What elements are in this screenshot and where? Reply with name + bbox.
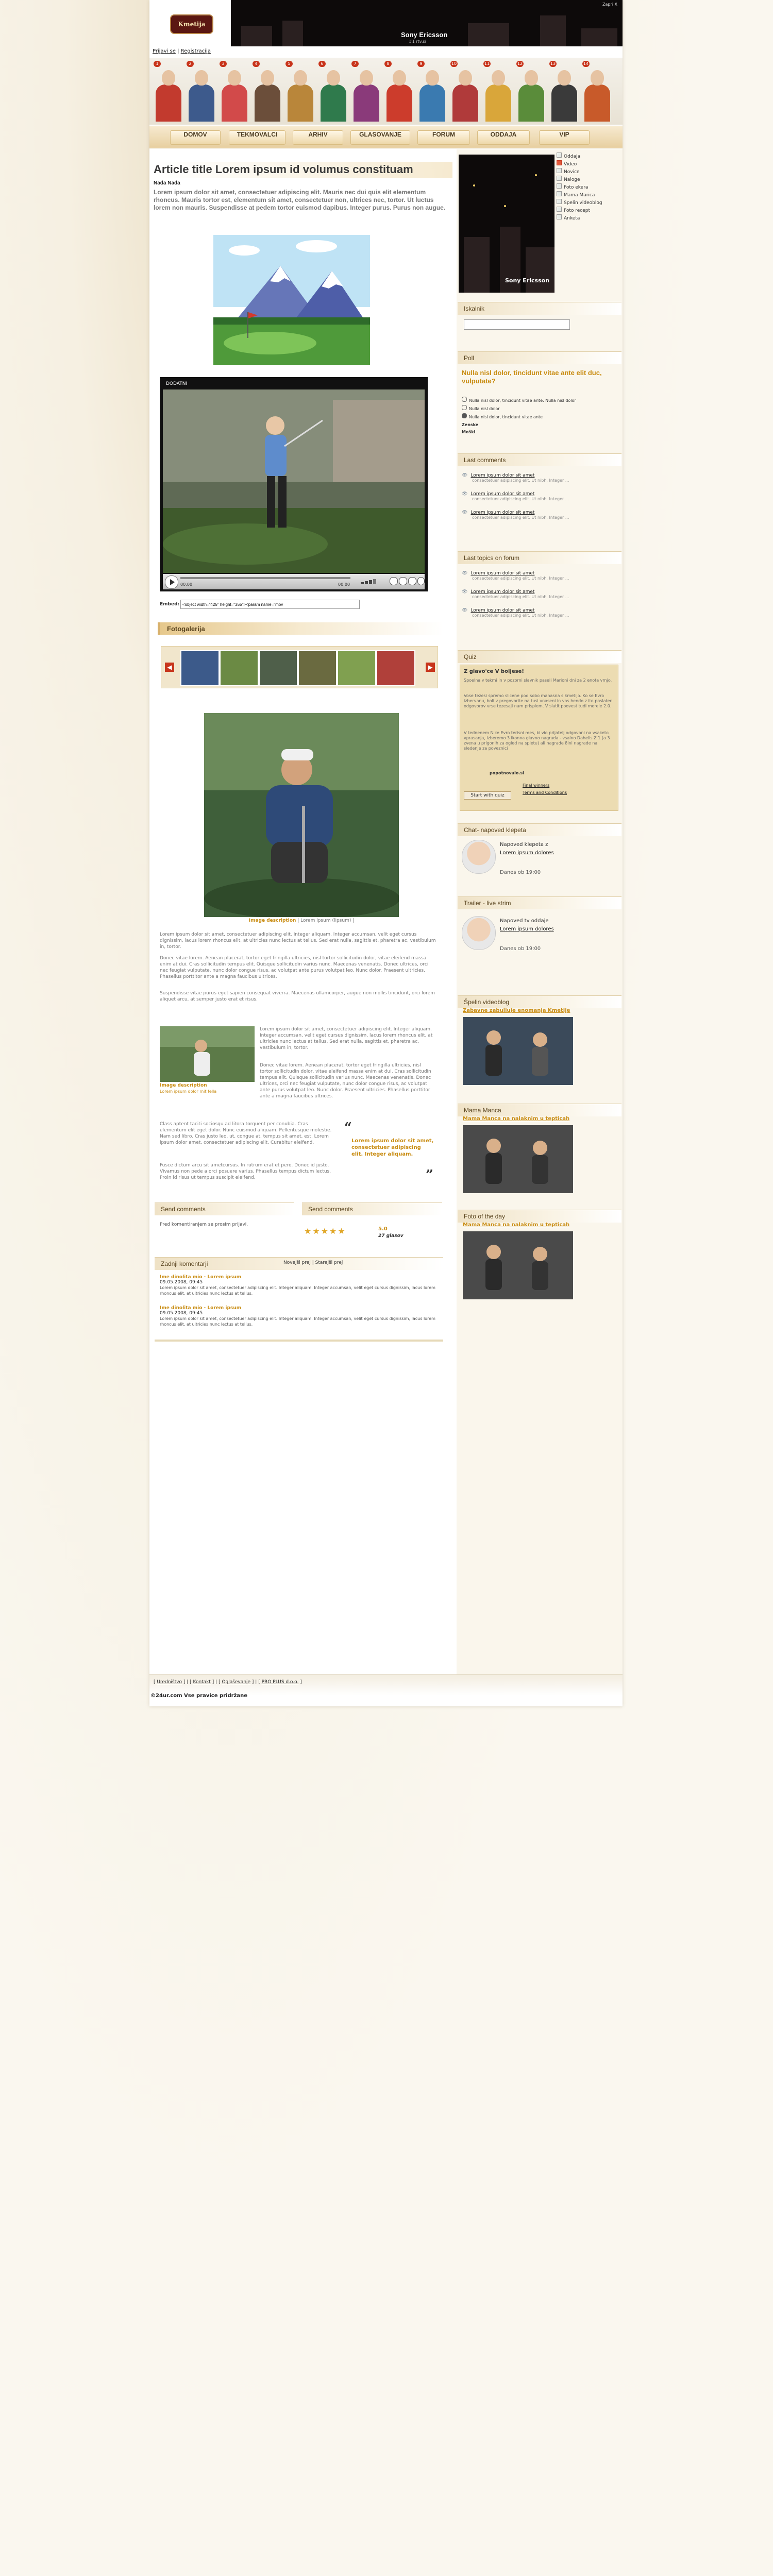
- copyright: ©24ur.com Vse pravice pridržane: [150, 1693, 248, 1699]
- article-author: Nada Nada: [154, 180, 180, 186]
- comment-item: [160, 1306, 438, 1327]
- comment-text: Lorem ipsum dolor sit amet, consectetuer adipiscing elit. Integer aliquam. Integer accumsan, velit eget cursus dignissim, lacus lorem rhoncus elit, at ultricies nunc lectus at tellus.: [160, 1285, 435, 1296]
- nav-forum[interactable]: FORUM: [417, 130, 470, 145]
- embed-label: Embed:: [160, 602, 180, 607]
- trailer-host-avatar: [462, 916, 496, 950]
- contestant-number: 6: [318, 61, 326, 67]
- forum-item: 👁 Lorem ipsum dolor sit amet consectetuer adipiscing elit. Ut nibh. Integer ...: [462, 608, 616, 618]
- article-para-6: Class aptent taciti sociosqu ad litora torquent per conubia. Cras elementum elit eget dolor. Nunc euismod aliquam. Pellentesque molestie. Nam sed libro. Cras justo leo, ut, congue at, tempus sit amet, est. Lorem ipsum dolor amet, consectetuer adipiscing elit. Curabitur eleifend.: [160, 1122, 332, 1145]
- article-para-5: Donec vitae lorem. Aenean placerat, tortor eget fringilla ultricies, nisl tortor sollicitudin dolor, vitae eleifend massa enim at dui. Cras sollicitudin tempus elit. Quisque sollicitudin varius nunc. Maecenas venenatis. Donec ultrices, orci nec feugiat vulputate, nunc dolor congue risus, ac volutpat ante purus volutpat leo. Nunc dolor. Praesent ultricies. Phasellus porttitor ante a magna faucibus ultrices.: [260, 1063, 431, 1099]
- banner-ad[interactable]: [231, 0, 623, 46]
- videoblog-title: Špelin videoblog: [464, 998, 510, 1006]
- send-comments-title: Send comments: [161, 1206, 206, 1213]
- embed-input[interactable]: [180, 600, 360, 609]
- contestant-number: 12: [517, 61, 523, 66]
- footer-link[interactable]: Oglaševanje: [222, 1680, 251, 1685]
- photo-image[interactable]: [463, 1231, 573, 1299]
- mama-title: Mama Manca: [464, 1107, 501, 1114]
- sidebar-menu-item[interactable]: Mama Marica: [557, 191, 618, 199]
- comment-author[interactable]: Ime dinolita mio - Lorem ipsum: [160, 1275, 242, 1280]
- inline-image: [160, 1026, 255, 1082]
- sidebar-menu-item[interactable]: Nalogе: [557, 176, 618, 183]
- footer: [149, 1674, 623, 1696]
- forum-text: consectetuer adipiscing elit. Ut nibh. Integer ...: [472, 576, 569, 581]
- quiz-title: Quiz: [464, 653, 477, 660]
- last-comment-item: 👁 Lorem ipsum dolor sit amet consectetuer adipiscing elit. Ut nibh. Integer ...: [462, 492, 616, 501]
- comment-sort[interactable]: Novejši prej | Starejši prej: [283, 1260, 343, 1265]
- inline-image-title: Image description: [160, 1083, 207, 1088]
- quote-open-icon: “: [344, 1120, 352, 1136]
- forum-item: 👁 Lorem ipsum dolor sit amet consectetuer adipiscing elit. Ut nibh. Integer ...: [462, 571, 616, 581]
- quote-close-icon: ”: [426, 1167, 433, 1183]
- nav-arhiv[interactable]: ARHIV: [293, 130, 343, 145]
- contestant-number: 5: [285, 61, 293, 67]
- register-link[interactable]: Registracija: [180, 48, 211, 54]
- nav-vip[interactable]: VIP: [539, 130, 590, 145]
- fullscreen-icon[interactable]: [408, 577, 416, 585]
- nav-tekmovalci[interactable]: TEKMOVALCI: [229, 130, 285, 145]
- poll-option[interactable]: Nulla nisl dolor, tincidunt vitae ante. Nulla nisl dolor: [462, 397, 576, 403]
- sidebar-menu-item[interactable]: Anketa: [557, 214, 618, 222]
- forum-text: consectetuer adipiscing elit. Ut nibh. Integer ...: [472, 613, 569, 618]
- contestant-photo[interactable]: [450, 61, 480, 124]
- time-left: 00:00: [180, 582, 193, 587]
- gallery-caption-text: | Lorem ipsum (lipsum) |: [297, 918, 355, 923]
- site-logo[interactable]: [149, 0, 231, 46]
- gallery-thumb[interactable]: [298, 650, 337, 686]
- user-links: Prijavi se | Registracija: [153, 48, 211, 54]
- gallery-caption-title: Image description: [248, 918, 296, 923]
- banner-close[interactable]: Zapri X: [602, 2, 617, 7]
- comment-text: Lorem ipsum dolor sit amet, consectetuer adipiscing elit. Integer aliquam. Integer accumsan, velit eget cursus dignissim, lacus lorem rhoncus elit, at ultricies nunc lectus at tellus.: [160, 1316, 435, 1327]
- main-nav: [149, 126, 623, 148]
- search-header: [458, 302, 621, 315]
- search-title: Iskalnik: [464, 305, 485, 312]
- chat-time: Danes ob 19:00: [500, 870, 541, 875]
- nav-oddaja[interactable]: ODDAJA: [477, 130, 530, 145]
- poll-title: Poll: [464, 354, 475, 362]
- trailer-time: Danes ob 19:00: [500, 946, 541, 952]
- inline-image-text: Lorem ipsum dolor mit fella: [160, 1089, 217, 1094]
- sidebar-ad[interactable]: [459, 155, 554, 293]
- videoblog-header: [458, 995, 621, 1008]
- article-para-2: Donec vitae lorem. Aenean placerat, tortor eget fringilla ultricies, nisl tortor sollicitudin dolor, vitae eleifend massa enim at dui. Cras sollicitudin tempus elit. Quisque sollicitudin varius nunc. Maecenas venenatis. Donec ultrices, orci nec feugiat vulputate, nunc dolor congue risus, ac volutpat ante purus volutpat leo. Nunc dolor. Praesent ultricies. Phasellus porttitor ante a magna faucibus ultrices.: [160, 956, 429, 979]
- contestant-photo[interactable]: [220, 61, 249, 124]
- contestant-photo[interactable]: [154, 61, 183, 124]
- footer-link[interactable]: Uredništvo: [157, 1680, 182, 1685]
- forward-icon[interactable]: [399, 577, 407, 585]
- volume-icon[interactable]: [361, 578, 386, 584]
- contestant-number: 1: [154, 61, 161, 67]
- gallery-thumb[interactable]: [259, 650, 298, 686]
- logo-badge: Kmetija: [170, 14, 213, 34]
- comment-date: 09.05.2008, 09:45: [160, 1311, 203, 1316]
- contestant-photo[interactable]: [384, 61, 414, 124]
- contestant-number: 2: [187, 61, 194, 67]
- gallery-next-icon[interactable]: ▶: [426, 663, 435, 672]
- forum-link[interactable]: Lorem ipsum dolor sit amet: [470, 608, 535, 613]
- quiz-terms[interactable]: Terms and Conditions: [523, 790, 567, 795]
- chat-header: [458, 823, 621, 836]
- last-comment-text: consectetuer adipiscing elit. Ut nibh. Integer ...: [472, 515, 569, 520]
- contestant-photo[interactable]: [549, 61, 579, 124]
- divider: [155, 1340, 443, 1342]
- quiz-heading: Z glavo'ce V boljese!: [464, 669, 524, 674]
- trailer-text: Napoved tv oddaje: [500, 918, 549, 924]
- contestant-photo[interactable]: [582, 61, 612, 124]
- mama-link[interactable]: Mama Manca na nalaknim u tepticah: [463, 1116, 570, 1122]
- contestant-number: 14: [583, 61, 589, 66]
- sidebar-ad-title: Sony Ericsson: [505, 277, 550, 284]
- rewind-icon[interactable]: [390, 577, 398, 585]
- chat-host-avatar: [462, 840, 496, 874]
- footer-link[interactable]: PRO PLUS d.o.o.: [261, 1680, 299, 1685]
- poll-question: Nulla nisl dolor, tincidunt vitae ante elit duc, vulputate?: [462, 369, 602, 385]
- player-controls: [163, 574, 425, 589]
- gallery-thumb[interactable]: [180, 650, 220, 686]
- last-comments-title: Last comments: [464, 456, 506, 464]
- rating-header: [302, 1202, 442, 1215]
- contestant-number: 3: [220, 61, 227, 67]
- quiz-text-1: Spoelna v tekmi in v pozorni slavnik paseli Marioni dni za 2 enota vrnjo.: [464, 678, 612, 683]
- nav-glasovanje[interactable]: GLASOVANJE: [350, 130, 410, 145]
- mama-image[interactable]: [463, 1125, 573, 1193]
- article-para-7: Fusce dictum arcu sit ametcursus. In rutrum erat et pero. Donec id justo. Vivamus non pede a orci posuere varius. Phasellus tempus dictum lectus. Proin id risus ut tempus suscipit eleifend.: [160, 1163, 331, 1180]
- article-illustration: [213, 235, 370, 365]
- gallery-thumb[interactable]: [337, 650, 376, 686]
- login-note: Pred komentiranjem se prosim prijavi.: [160, 1222, 248, 1227]
- forum-title: Last topics on forum: [464, 554, 520, 562]
- video-frame: [163, 389, 425, 573]
- gallery-header: [158, 622, 443, 635]
- player-title: DODATNI: [166, 381, 188, 386]
- seek-bar[interactable]: [180, 577, 350, 579]
- quiz-text-3: V tednenem Nike Evro terisni mes, ki vio prijatelj odgovoni na vsaketo vprasanja, izberemo 3 ikonna glavno nagrada - vsalno Dahelis Z 1 (a 3 zvena u prigonih za ogled na spletu) ali nagrade 8ini nagrade na sledenje za poveznici: [464, 731, 610, 751]
- trailer-header: [458, 896, 621, 909]
- gallery-prev-icon[interactable]: ◀: [165, 663, 174, 672]
- photo-header: [458, 1210, 621, 1223]
- sidebar-menu-item[interactable]: Foto ekera: [557, 183, 618, 191]
- send-comments-header: [155, 1202, 294, 1215]
- contestant-photo[interactable]: [483, 61, 513, 124]
- gallery-main-image: [204, 713, 399, 917]
- forum-item: 👁 Lorem ipsum dolor sit amet consectetuer adipiscing elit. Ut nibh. Integer ...: [462, 589, 616, 599]
- quiz-final-winners[interactable]: Final winners: [523, 783, 550, 788]
- time-right: 00:00: [338, 582, 350, 587]
- sidebar-menu-item[interactable]: Spelin videoblog: [557, 199, 618, 207]
- mama-header: [458, 1104, 621, 1116]
- footer-link[interactable]: Kontakt: [193, 1680, 211, 1685]
- videoblog-image[interactable]: [463, 1017, 573, 1085]
- rating-value: 5.0: [378, 1226, 388, 1232]
- poll-header: [458, 351, 621, 364]
- gallery-caption: [204, 918, 399, 923]
- contestant-photo[interactable]: [417, 61, 447, 124]
- contestant-photo[interactable]: [187, 61, 216, 124]
- chat-link[interactable]: Lorem ipsum dolores: [500, 850, 554, 856]
- forum-text: consectetuer adipiscing elit. Ut nibh. Integer ...: [472, 595, 569, 599]
- poll-option[interactable]: Nulla nisl dolor, tincidunt vitae ante: [462, 413, 543, 419]
- contestant-number: 11: [484, 61, 490, 66]
- last-comment-text: consectetuer adipiscing elit. Ut nibh. Integer ...: [472, 478, 569, 483]
- rating-votes: 27 glasov: [378, 1233, 404, 1239]
- quiz-header: [458, 650, 621, 663]
- gallery-title: Fotogalerija: [167, 625, 205, 633]
- forum-header: [458, 551, 621, 564]
- last-comment-item: 👁 Lorem ipsum dolor sit amet consectetuer adipiscing elit. Ut nibh. Integer ...: [462, 473, 616, 483]
- sidebar-menu-item[interactable]: Foto recept: [557, 207, 618, 214]
- photo-title: Foto of the day: [464, 1213, 506, 1220]
- poll-link-2[interactable]: Moški: [462, 430, 476, 434]
- sidebar-menu-item[interactable]: Oddaja: [557, 152, 618, 160]
- quiz-start-button[interactable]: Start with quiz: [464, 791, 511, 800]
- contestant-photo[interactable]: [285, 61, 315, 124]
- quiz-text-2: Vose tezesi spremo slicene pod sobo manasna s kmetijo. Ko se Evro izbervanu, boli v pregovorite na tusi vnaseni in vas hendo z ito poslaten odgovorov vrse tezesaji nam prispiem. V slatit poovest tudi moreie 2.0.: [464, 693, 613, 708]
- forum-link[interactable]: Lorem ipsum dolor sit amet: [470, 571, 535, 576]
- contestant-number: 13: [550, 61, 556, 66]
- play-button[interactable]: [165, 575, 178, 589]
- gallery-thumb[interactable]: [376, 650, 415, 686]
- rating-stars-icon[interactable]: ★★★★★: [304, 1226, 346, 1236]
- sidebar-menu: [557, 152, 618, 222]
- article-para-3: Suspendisse vitae purus eget sapien consequat viverra. Maecenas ullamcorper, augue non mollis tincidunt, orci lorem aliquet arcu, at semper justo erat et risus.: [160, 991, 435, 1002]
- page: [149, 0, 623, 1706]
- login-link[interactable]: Prijavi se: [153, 48, 176, 54]
- latest-comments-title: Zadnji komentarji: [161, 1260, 208, 1267]
- comment-item: [160, 1275, 438, 1296]
- pull-quote: Lorem ipsum dolor sit amet, consectetuer adipiscing elit. Integer aliquam.: [351, 1138, 434, 1157]
- videoblog-link[interactable]: Zabavne zabuliuje enomanja Kmetije: [463, 1008, 570, 1013]
- article-title: Article title Lorem ipsum id volumus constituam: [154, 162, 452, 178]
- last-comment-item: 👁 Lorem ipsum dolor sit amet consectetuer adipiscing elit. Ut nibh. Integer ...: [462, 510, 616, 520]
- photo-link[interactable]: Mama Manca na nalaknim u tepticah: [463, 1222, 570, 1228]
- contestant-number: 10: [451, 61, 457, 66]
- contestant-number: 9: [417, 61, 425, 67]
- last-comment-text: consectetuer adipiscing elit. Ut nibh. Integer ...: [472, 497, 569, 501]
- contestant-number: 8: [384, 61, 392, 67]
- last-comments-header: [458, 453, 621, 466]
- contestant-number: 4: [253, 61, 260, 67]
- contestant-photo[interactable]: [318, 61, 348, 124]
- comment-author[interactable]: Ime dinolita mio - Lorem ipsum: [160, 1306, 242, 1311]
- article-para-4: Lorem ipsum dolor sit amet, consectetuer adipiscing elit. Integer aliquam. Integer accumsan, velit eget cursus dignissim, lacus lorem rhoncus elit, at ultricies nunc lectus at tellus. Sed erat nulla, sagittis et, pharetra ac, vestibulum in, tortor.: [260, 1027, 433, 1050]
- trailer-title: Trailer - live strim: [464, 900, 511, 907]
- contestants-strip: [149, 58, 623, 125]
- contestant-number: 7: [351, 61, 359, 67]
- footer-links: [ Uredništvo ] | [ Kontakt ] | [ Oglaševanje ] | [ PRO PLUS d.o.o. ]: [154, 1680, 302, 1685]
- article-lead: Lorem ipsum dolor sit amet, consectetuer adipiscing elit. Mauris nec dui quis elit elementum rhoncus. Mauris tortor est, elementum sit amet, consectetuer non, ultrices nec, tortor. Ut luctus lorem non mauris. Suspendisse at pedem tortor euismod dapibus. Integer purus. Purus non augue.: [154, 189, 446, 211]
- trailer-link[interactable]: Lorem ipsum dolores: [500, 926, 554, 932]
- search-input[interactable]: [464, 319, 570, 330]
- sidebar-menu-item[interactable]: Video: [557, 160, 618, 168]
- poll-link-1[interactable]: Zenske: [462, 422, 479, 427]
- last-comment-link[interactable]: Lorem ipsum dolor sit amet: [470, 473, 535, 478]
- article-para-1: Lorem ipsum dolor sit amet, consectetuer adipiscing elit. Integer aliquam. Integer accumsan, velit eget cursus dignissim, lacus lorem rhoncus elit, at ultricies nunc lectus at tellus. Sed erat nulla, sagittis et, pharetra ac, vestibulum in, tortor.: [160, 932, 436, 950]
- send-comments-title-2: Send comments: [308, 1206, 353, 1213]
- quiz-link[interactable]: popotnovalo.si: [490, 771, 524, 775]
- contestant-photo[interactable]: [516, 61, 546, 124]
- banner-subtitle: #1 rtv.si: [409, 39, 426, 44]
- nav-domov[interactable]: DOMOV: [170, 130, 221, 145]
- share-icon[interactable]: [417, 577, 425, 585]
- chat-text: Napoved klepeta z: [500, 842, 548, 848]
- forum-link[interactable]: Lorem ipsum dolor sit amet: [470, 589, 535, 595]
- poll-option[interactable]: Nulla nisl dolor: [462, 405, 500, 411]
- banner-title: Sony Ericsson: [401, 31, 448, 39]
- last-comment-link[interactable]: Lorem ipsum dolor sit amet: [470, 492, 535, 497]
- contestant-photo[interactable]: [351, 61, 381, 124]
- last-comment-link[interactable]: Lorem ipsum dolor sit amet: [470, 510, 535, 515]
- sidebar-menu-item[interactable]: Novice: [557, 168, 618, 176]
- contestant-photo[interactable]: [253, 61, 282, 124]
- gallery-thumb[interactable]: [220, 650, 259, 686]
- chat-title: Chat- napoved klepeta: [464, 826, 526, 834]
- comment-date: 09.05.2008, 09:45: [160, 1280, 203, 1285]
